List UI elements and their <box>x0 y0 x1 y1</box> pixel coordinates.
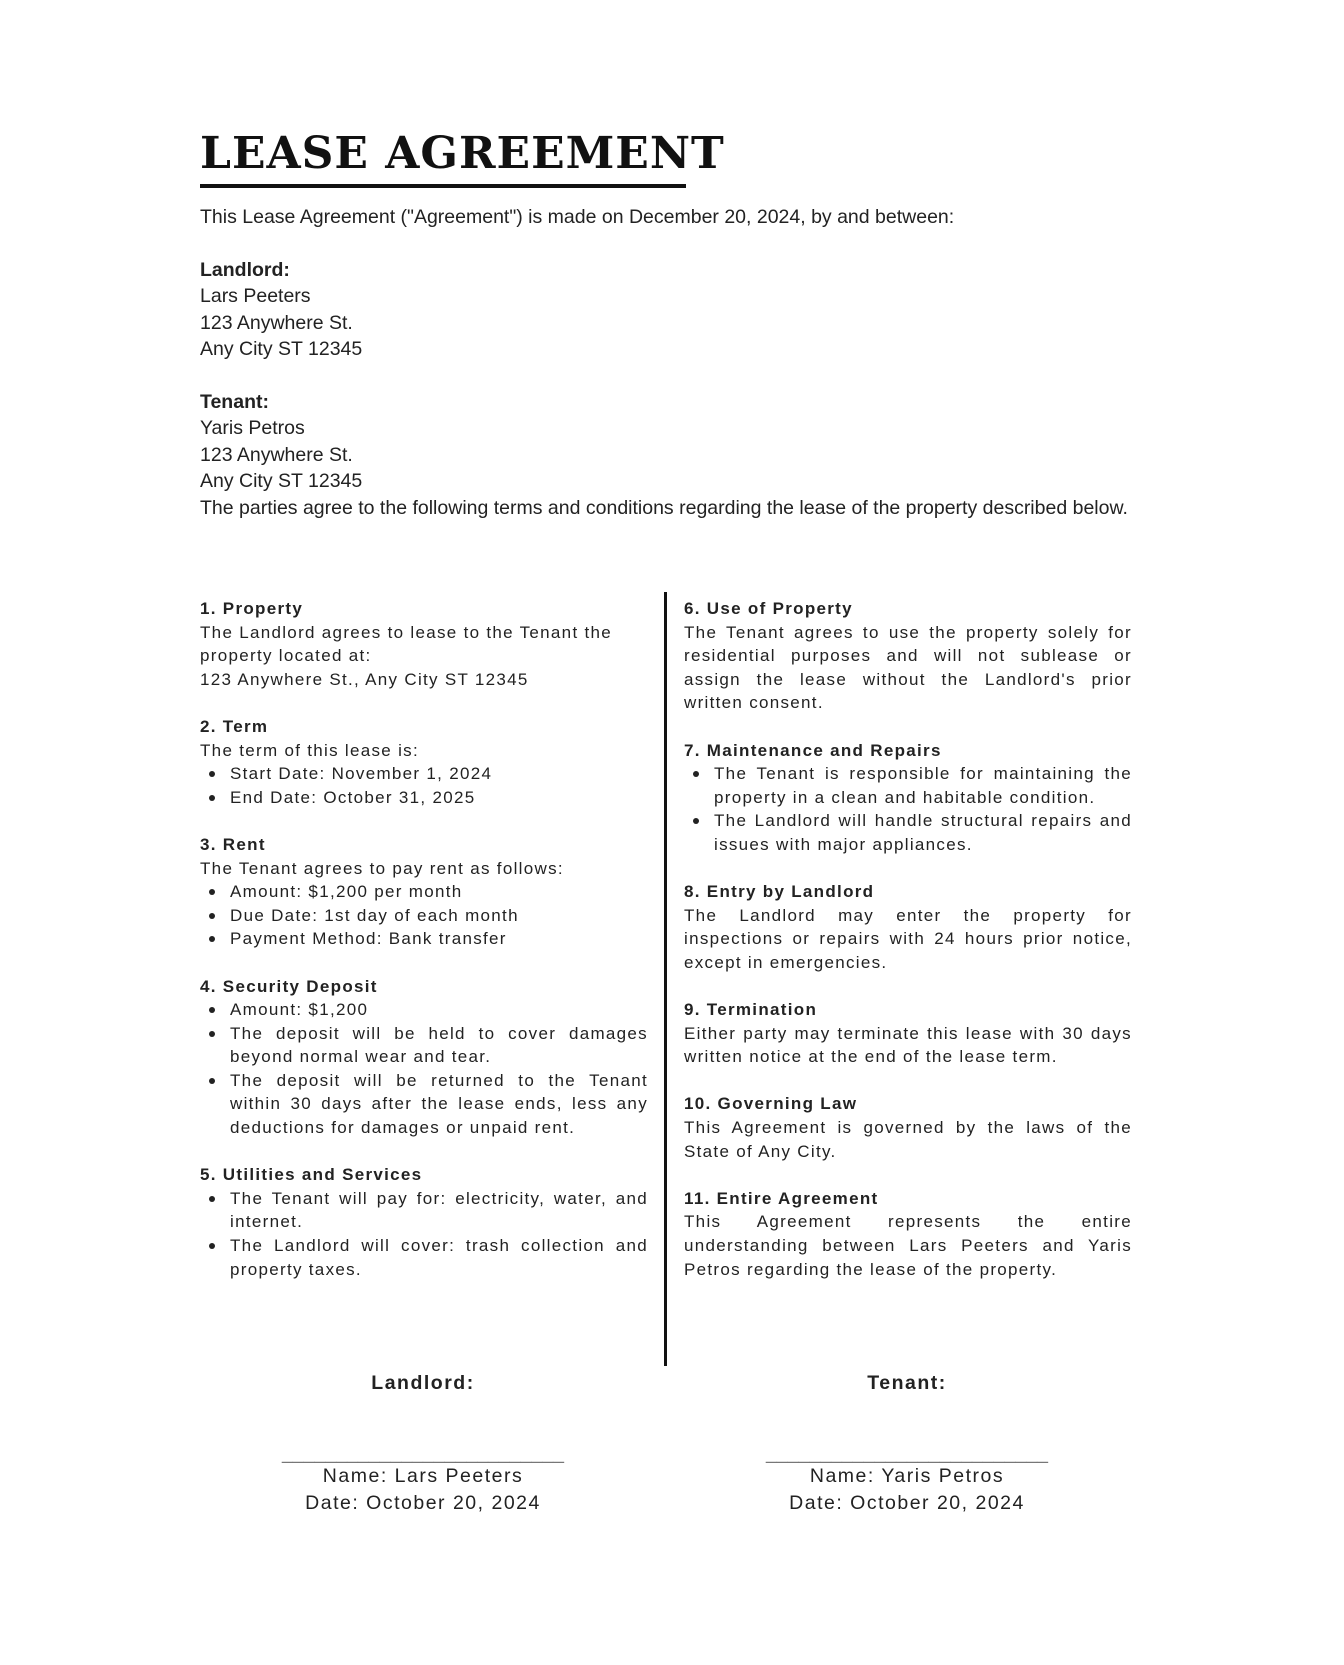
section-security-deposit <box>200 975 648 1140</box>
section-text <box>200 621 648 692</box>
section-title: 4. Security Deposit <box>200 976 378 996</box>
landlord-address-line2: Any City ST 12345 <box>200 338 363 360</box>
section-title: 1. Property <box>200 599 304 618</box>
bullet-list <box>200 1187 648 1281</box>
section-title: 8. Entry by Landlord <box>684 882 875 902</box>
property-text: The Landlord agrees to lease to the Tenant the property located at: <box>200 622 613 666</box>
tenant-signature-block <box>687 1372 1127 1517</box>
list-item: Amount: $1,200 per month <box>200 880 648 904</box>
intro-text: This Lease Agreement ("Agreement") is made on December 20, 2024, by and between: <box>200 206 955 228</box>
list-item: End Date: October 31, 2025 <box>200 786 648 810</box>
bullet-list <box>200 998 648 1140</box>
signature-name: Name: Yaris Petros <box>809 1465 1005 1487</box>
list-item: Start Date: November 1, 2024 <box>200 762 648 786</box>
tenant-label: Tenant: <box>200 390 269 413</box>
tenant-address-line2: Any City ST 12345 <box>200 470 363 492</box>
section-title: 2. Term <box>200 716 269 736</box>
signature-date: Date: October 20, 2024 <box>789 1492 1025 1514</box>
section-text: This Agreement is governed by the laws of the State of Any City. <box>684 1118 1132 1161</box>
property-address: 123 Anywhere St., Any City ST 12345 <box>200 669 529 689</box>
signature-line: __________________________ <box>766 1443 1048 1463</box>
landlord-address-line1: 123 Anywhere St. <box>200 311 353 334</box>
column-divider <box>664 592 667 1366</box>
section-title: 3. Rent <box>200 834 266 854</box>
section-term <box>200 715 648 809</box>
section-use-of-property <box>684 597 1132 715</box>
list-item: Amount: $1,200 <box>200 998 648 1022</box>
section-text: The Tenant agrees to use the property solely for residential purposes and will not sublease or assign the lease without the Landlord's prior written consent. <box>684 622 1132 713</box>
list-item: The Tenant is responsible for maintaining the property in a clean and habitable condition. <box>684 762 1132 809</box>
title-underline <box>200 184 686 188</box>
bullet-list <box>684 762 1132 856</box>
landlord-signature-block <box>203 1372 643 1517</box>
left-column <box>200 597 648 1305</box>
section-title: 6. Use of Property <box>684 599 853 618</box>
section-governing-law <box>684 1092 1132 1163</box>
section-text: The term of this lease is: <box>200 740 419 760</box>
list-item: The deposit will be returned to the Tenant within 30 days after the lease ends, less any deductions for damages or unpaid rent. <box>200 1069 648 1140</box>
section-text: This Agreement represents the entire understanding between Lars Peeters and Yaris Petros regarding the lease of the property. <box>684 1212 1132 1279</box>
section-maintenance <box>684 739 1132 857</box>
signature-role: Tenant: <box>867 1372 947 1394</box>
landlord-party <box>200 257 1140 363</box>
signature-line: __________________________ <box>282 1443 564 1463</box>
landlord-name: Lars Peeters <box>200 285 311 307</box>
signature-name: Name: Lars Peeters <box>322 1465 524 1487</box>
tenant-address-line1: 123 Anywhere St. <box>200 443 353 466</box>
terms-intro: The parties agree to the following terms and conditions regarding the lease of the property described below. <box>200 496 1128 519</box>
section-text: Either party may terminate this lease with 30 days written notice at the end of the lease term. <box>684 1023 1132 1067</box>
section-utilities <box>200 1163 648 1281</box>
list-item: The Tenant will pay for: electricity, water, and internet. <box>200 1187 648 1234</box>
intro-block <box>200 204 1140 521</box>
section-title: 10. Governing Law <box>684 1094 858 1114</box>
list-item: The deposit will be held to cover damages beyond normal wear and tear. <box>200 1022 648 1069</box>
section-entire-agreement <box>684 1187 1132 1281</box>
section-title: 7. Maintenance and Repairs <box>684 740 942 760</box>
list-item: Due Date: 1st day of each month <box>200 904 648 928</box>
right-column <box>684 597 1132 1305</box>
list-item: The Landlord will cover: trash collection and property taxes. <box>200 1234 648 1281</box>
section-text: The Landlord may enter the property for inspections or repairs with 24 hours prior notice, except in emergencies. <box>684 905 1132 972</box>
signature-date: Date: October 20, 2024 <box>305 1492 541 1514</box>
landlord-label: Landlord: <box>200 258 290 281</box>
tenant-party <box>200 389 1140 495</box>
tenant-name: Yaris Petros <box>200 417 305 439</box>
section-termination <box>684 998 1132 1069</box>
section-property <box>200 597 648 691</box>
section-rent <box>200 833 648 951</box>
document-title: LEASE AGREEMENT <box>200 128 725 179</box>
section-entry <box>684 880 1132 974</box>
list-item: The Landlord will handle structural repairs and issues with major appliances. <box>684 809 1132 856</box>
section-title: 5. Utilities and Services <box>200 1165 423 1185</box>
section-title: 9. Termination <box>684 1000 818 1020</box>
signature-role: Landlord: <box>371 1372 475 1394</box>
list-item: Payment Method: Bank transfer <box>200 927 648 951</box>
bullet-list <box>200 762 648 809</box>
section-text: The Tenant agrees to pay rent as follows: <box>200 858 564 878</box>
bullet-list <box>200 880 648 951</box>
section-title: 11. Entire Agreement <box>684 1188 879 1208</box>
